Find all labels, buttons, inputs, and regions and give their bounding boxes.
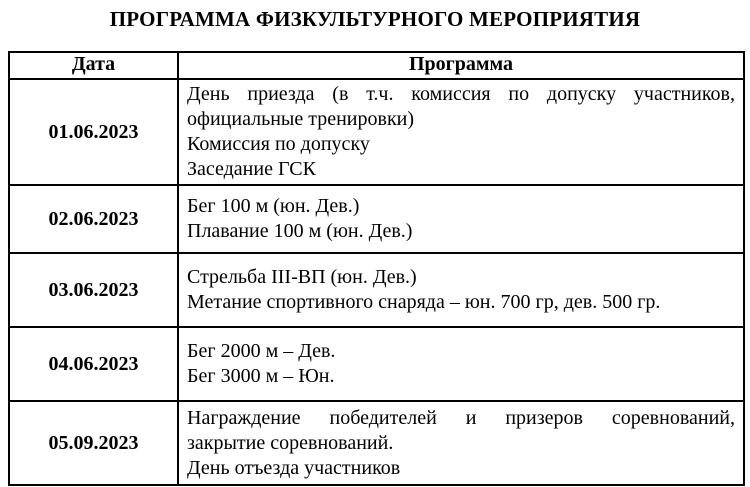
- date-cell: 01.06.2023: [9, 79, 178, 185]
- program-line: закрытие соревнований.: [187, 431, 394, 454]
- program-cell: [178, 79, 744, 185]
- program-line: Заседание ГСК: [187, 158, 316, 180]
- table-row: [9, 327, 744, 401]
- program-line: День приезда (в т.ч. комиссия по допуску участников,: [187, 83, 735, 105]
- program-line: официальные тренировки): [187, 108, 415, 130]
- page-title: ПРОГРАММА ФИЗКУЛЬТУРНОГО МЕРОПРИЯТИЯ: [109, 7, 641, 31]
- program-line: Плавание 100 м (юн. Дев.): [187, 220, 413, 242]
- program-line: Бег 100 м (юн. Дев.): [187, 195, 360, 217]
- column-header-program: Программа: [178, 52, 744, 79]
- table-row: [9, 79, 744, 185]
- program-line: Бег 2000 м – Дев.: [187, 340, 336, 362]
- program-cell: [178, 327, 744, 401]
- program-line: Комиссия по допуску: [187, 133, 370, 155]
- column-header-date: Дата: [9, 52, 178, 79]
- date-cell: 04.06.2023: [9, 327, 178, 401]
- date-cell: 03.06.2023: [9, 253, 178, 327]
- date-cell: 02.06.2023: [9, 185, 178, 253]
- program-line: Бег 3000 м – Юн.: [187, 365, 335, 387]
- table-row: [9, 401, 744, 485]
- program-cell: [178, 253, 744, 327]
- table-row: [9, 185, 744, 253]
- program-table: [8, 51, 745, 486]
- program-line: Награждение победителей и призеров соревнований,: [187, 406, 735, 429]
- header-row: [9, 52, 744, 79]
- program-cell: [178, 401, 744, 485]
- program-line: Стрельба III-ВП (юн. Дев.): [187, 266, 417, 288]
- date-cell: 05.09.2023: [9, 401, 178, 485]
- program-line: Метание спортивного снаряда – юн. 700 гр, дев. 500 гр.: [187, 291, 661, 313]
- table-row: [9, 253, 744, 327]
- program-cell: [178, 185, 744, 253]
- program-line: День отъезда участников: [187, 456, 401, 479]
